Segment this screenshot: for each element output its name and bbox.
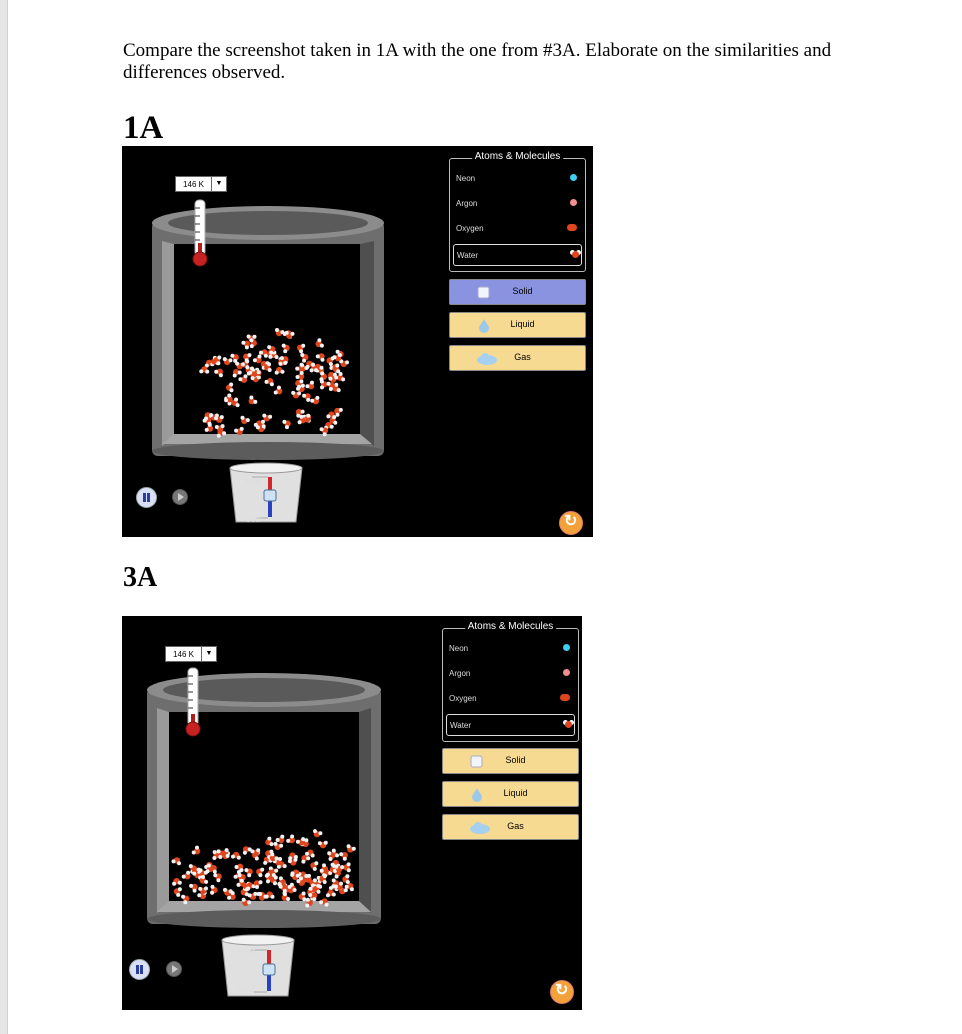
container-vessel	[152, 206, 384, 460]
liquid-label: Liquid	[510, 319, 535, 329]
heat-label: Heat	[238, 947, 255, 956]
gas-label: Gas	[507, 821, 524, 831]
solid-button[interactable]	[442, 748, 579, 774]
heat-label: Heat	[245, 477, 262, 486]
neon-atom-icon	[570, 174, 577, 181]
substance-label: Neon	[449, 643, 469, 653]
heading-1a: 1A	[123, 110, 164, 146]
cool-label: Cool	[238, 985, 255, 994]
oxygen-molecule-icon	[567, 224, 577, 231]
step-button[interactable]	[166, 961, 182, 977]
substance-neon[interactable]	[449, 638, 572, 658]
page-margin-rule	[0, 0, 8, 1034]
substance-neon[interactable]	[456, 168, 579, 188]
argon-atom-icon	[570, 199, 577, 206]
substance-oxygen[interactable]	[456, 218, 579, 238]
water-molecule-icon	[572, 251, 579, 258]
gas-button[interactable]	[449, 345, 586, 371]
liquid-button[interactable]	[449, 312, 586, 338]
substance-label: Argon	[456, 198, 478, 208]
dropdown-arrow-icon: ▼	[201, 647, 216, 661]
substance-label: Oxygen	[456, 223, 484, 233]
atoms-molecules-panel	[449, 151, 586, 272]
thermometer	[186, 668, 200, 736]
gas-label: Gas	[514, 352, 531, 362]
water-molecule-icon	[565, 721, 572, 728]
cool-label: Cool	[245, 515, 262, 524]
heat-cool-bucket	[222, 935, 294, 996]
gas-button[interactable]	[442, 814, 579, 840]
substance-label: Water	[457, 250, 479, 260]
question-text: Compare the screenshot taken in 1A with the one from #3A. Elaborate on the similarities and differences observed.	[123, 40, 832, 83]
reset-button[interactable]	[550, 980, 574, 1004]
heat-cool-slider[interactable]	[263, 964, 277, 976]
atoms-molecules-panel	[442, 621, 579, 742]
substance-label: Argon	[449, 668, 471, 678]
neon-atom-icon	[563, 644, 570, 651]
substance-label: Oxygen	[449, 693, 477, 703]
liquid-label: Liquid	[503, 788, 528, 798]
temperature-dropdown[interactable]	[165, 646, 217, 662]
heading-3a: 3A	[123, 562, 158, 593]
substance-water[interactable]	[453, 244, 582, 266]
substance-argon[interactable]	[449, 663, 572, 683]
simulation-3a	[122, 616, 582, 1010]
substance-oxygen[interactable]	[449, 688, 572, 708]
panel-title: Atoms & Molecules	[465, 621, 557, 632]
pause-button[interactable]	[129, 959, 150, 980]
substance-argon[interactable]	[456, 193, 579, 213]
substance-water[interactable]	[446, 714, 575, 736]
reset-button[interactable]	[559, 511, 583, 535]
temperature-value: 146 K	[183, 179, 204, 189]
substance-label: Water	[450, 720, 472, 730]
panel-title: Atoms & Molecules	[472, 151, 564, 162]
dropdown-arrow-icon: ▼	[211, 177, 226, 191]
solid-label: Solid	[512, 286, 533, 296]
thermometer	[193, 200, 207, 266]
liquid-button[interactable]	[442, 781, 579, 807]
oxygen-molecule-icon	[560, 694, 570, 701]
simulation-1a	[122, 146, 593, 537]
heat-cool-slider[interactable]	[264, 489, 278, 501]
substance-label: Neon	[456, 173, 476, 183]
solid-label: Solid	[505, 755, 526, 765]
step-button[interactable]	[172, 489, 188, 505]
pause-button[interactable]	[136, 487, 157, 508]
temperature-value: 146 K	[173, 649, 194, 659]
argon-atom-icon	[563, 669, 570, 676]
temperature-dropdown[interactable]	[175, 176, 227, 192]
solid-button[interactable]	[449, 279, 586, 305]
